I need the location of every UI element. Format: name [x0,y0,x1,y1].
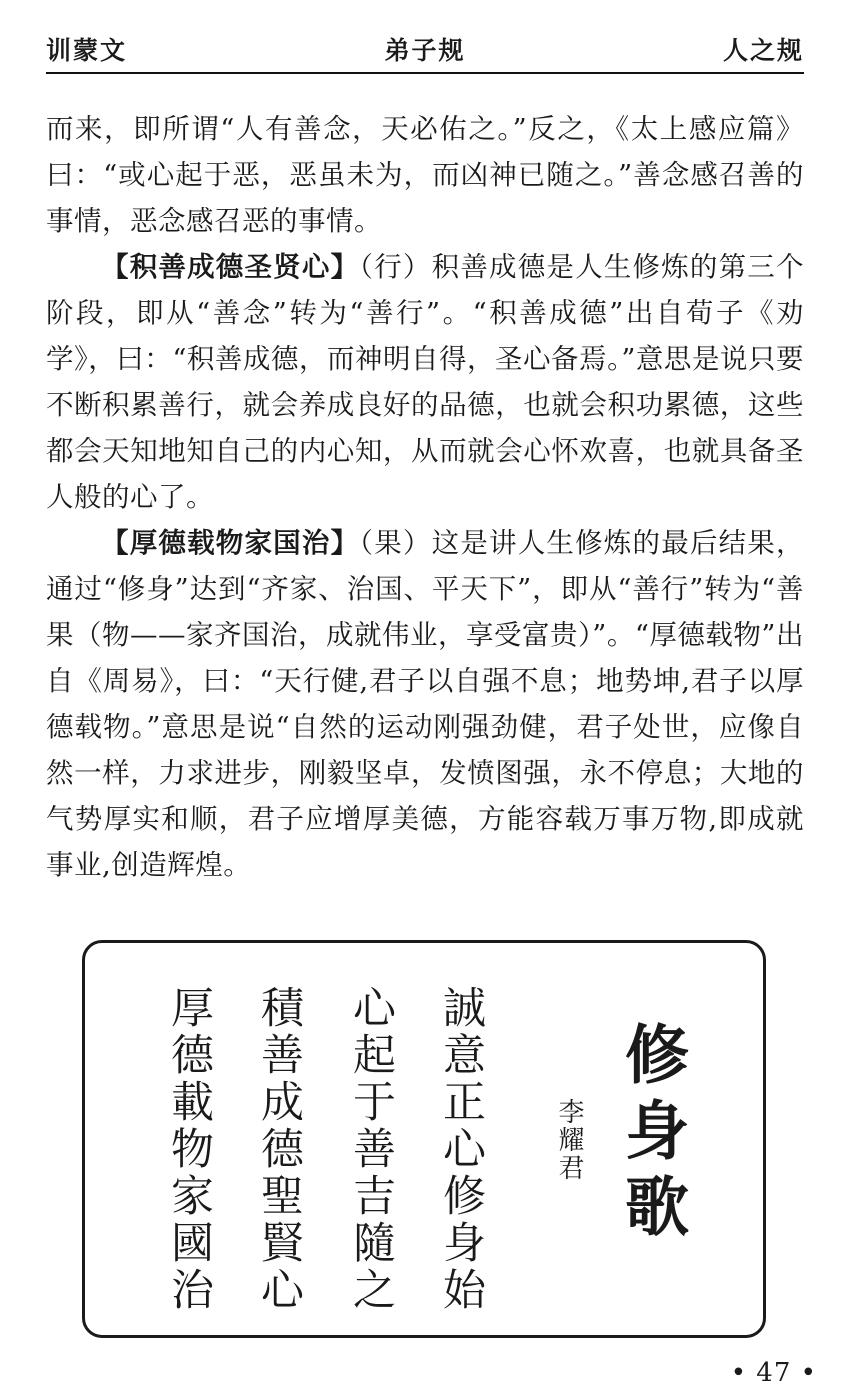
paragraph-3-term: 【厚德载物家国治】 [101,527,360,559]
paragraph-2-term: 【积善成德圣贤心】 [101,251,360,283]
paragraph-1: 而来，即所谓“人有善念，天必佑之。”反之，《太上感应篇》曰：“或心起于恶，恶虽未为，而凶神已随之。”善念感召善的事情，恶念感召恶的事情。 [46,113,804,237]
poem-title: 修身歌 [614,1021,689,1249]
paragraph-3-text: （果）这是讲人生修炼的最后结果，通过“修身”达到“齐家、治国、平天下”，即从“善行”转为“善果（物——家齐国治，成就伟业，享受富贵）”。“厚德载物”出自《周易》，曰：“天行健,君子以自强不息；地势坤,君子以厚德载物。”意思是说“自然的运动刚强劲健，君子处世，应像自然一样，力求进步，刚毅坚卓，发愤图强，永不停息；大地的气势厚实和顺，君子应增厚美德，方能容载万事万物,即成就事业,创造辉煌。 [46,527,804,881]
paragraph-2 [46,244,804,520]
header-left-title: 训蒙文 [46,36,128,65]
poem-line-4: 厚德載物家國治 [164,985,214,1314]
header-right-title: 人之规 [722,36,804,65]
paragraph-3 [46,520,804,888]
running-header [46,26,804,74]
poem-author: 李耀君 [554,1098,584,1182]
poem-line-3: 積善成德聖賢心 [254,985,304,1314]
page-number: • 47 • [730,1358,817,1388]
paragraph-2-text: （行）积善成德是人生修炼的第三个阶段，即从“善念”转为“善行”。“积善成德”出自荀子《劝学》，曰：“积善成德，而神明自得，圣心备焉。”意思是说只要不断积累善行，就会养成良好的品德，也就会积功累德，这些都会天知地知自己的内心知，从而就会心怀欢喜，也就具备圣人般的心了。 [46,251,804,513]
poem-line-2: 心起于善吉隨之 [346,985,396,1314]
poem-line-1: 誠意正心修身始 [436,985,486,1314]
body-text [46,106,804,888]
header-center-title: 弟子规 [384,36,466,65]
poem-box [82,940,766,1338]
